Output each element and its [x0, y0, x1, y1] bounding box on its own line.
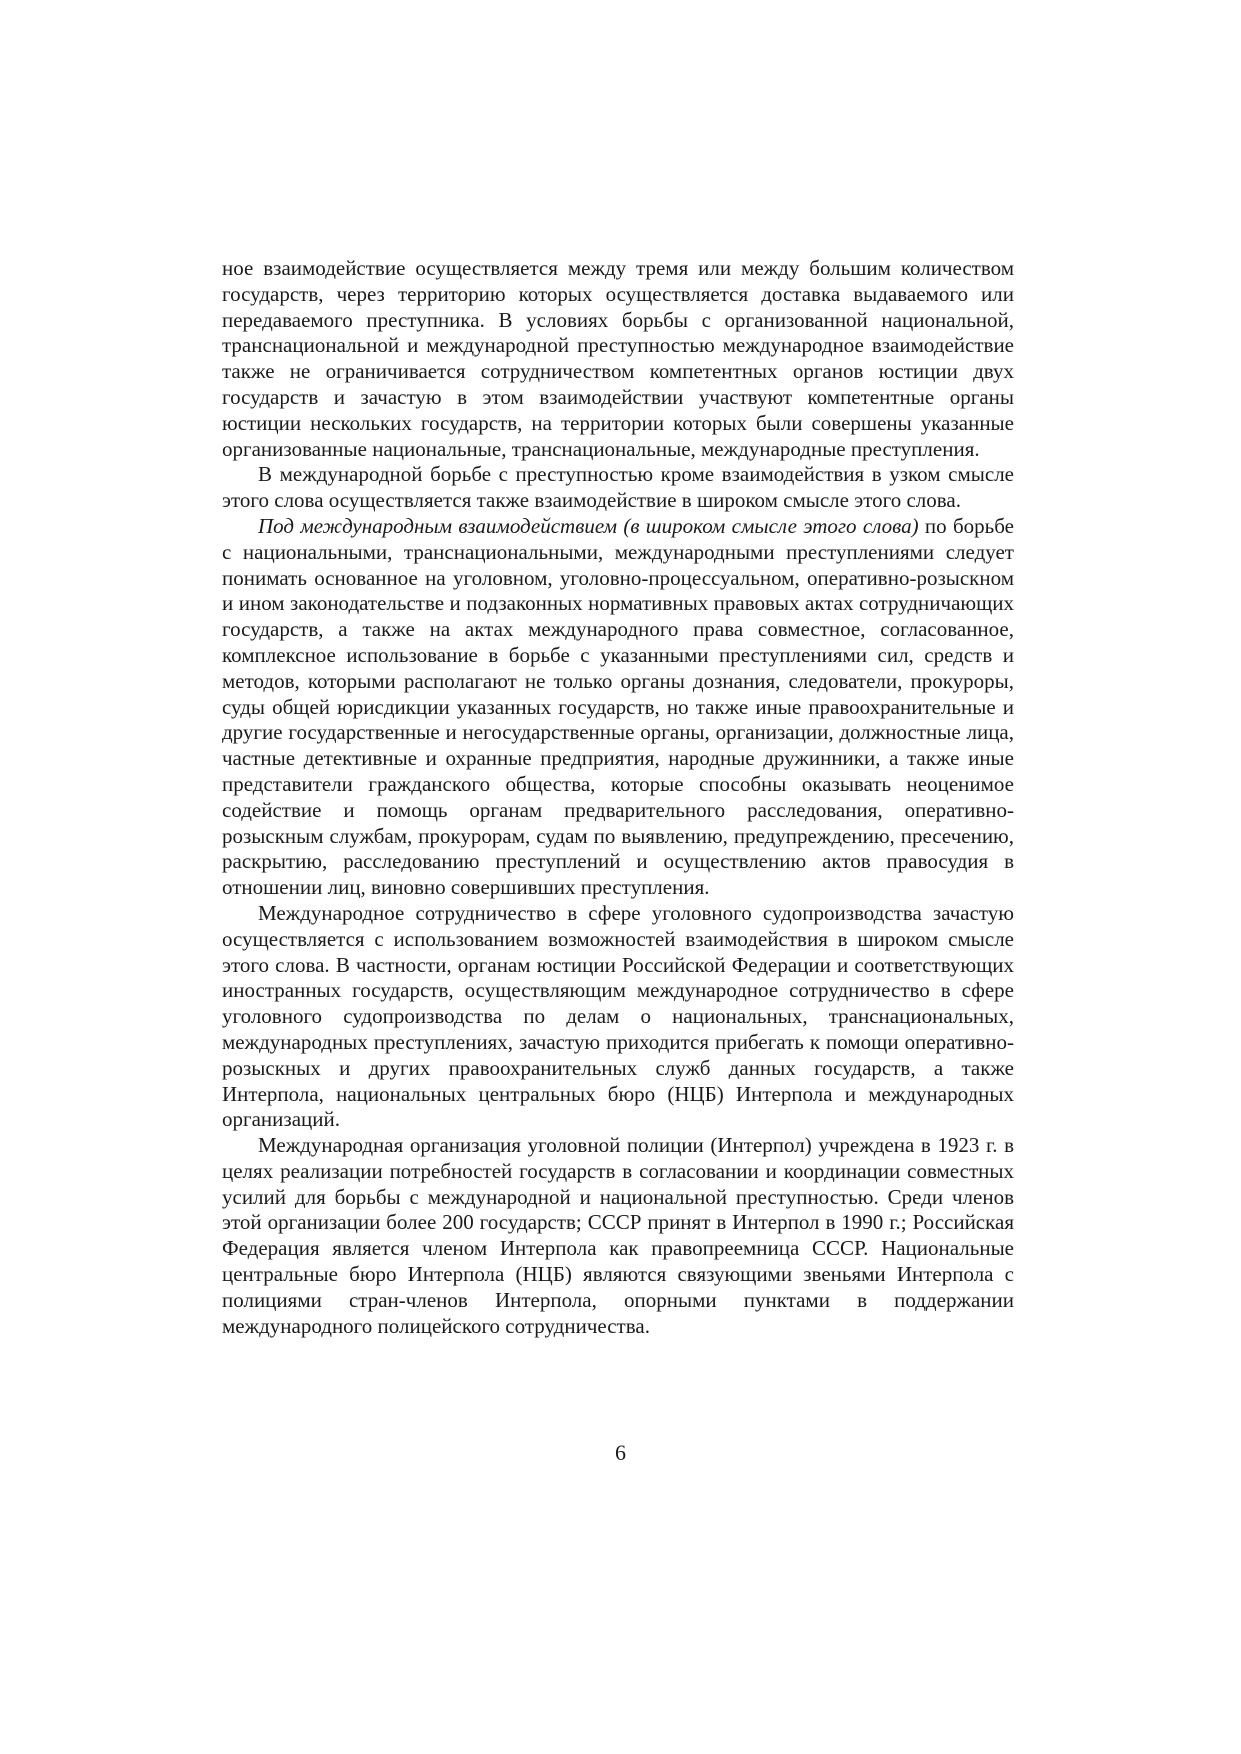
paragraph-text: ное взаимодействие осуществляется между тремя или между большим количеством государств, через территорию которых осуществляется доставка выдаваемого или передаваемого преступника. В условиях борьбы с организованной национальной, транснациональной и международной преступностью международное взаимодействие также не ограничивается сотрудничеством компетентных органов юстиции двух государств и зачастую в этом взаимодействии участвуют компетентные органы юстиции нескольких государств, на территории которых были совершены указанные организованные национальные, транснациональные, международные преступления.: [222, 256, 1014, 461]
paragraph: [222, 462, 1014, 514]
paragraph: [222, 1133, 1014, 1339]
page-number: 6: [615, 1440, 626, 1465]
paragraph-definition: [222, 514, 1014, 901]
paragraph-continuation: [222, 256, 1014, 462]
paragraph-text: по борьбе с национальными, транснациональными, международными преступлениями следует понимать основанное на уголовном, уголовно-процессуальном, оперативно-розыскном и ином законодательстве и подзаконных нормативных правовых актах сотрудничающих государств, а также на актах международного права совместное, согласованное, комплексное использование в борьбе с указанными преступлениями сил, средств и методов, которыми располагают не только органы дознания, следователи, прокуроры, суды общей юрисдикции указанных государств, но также иные правоохранительные и другие государственные и негосударственные органы, организации, должностные лица, частные детективные и охранные предприятия, народные дружинники, а также иные представители гражданского общества, которые способны оказывать неоценимое содействие и помощь органам предварительного расследования, оперативно-розыскным службам, прокурорам, судам по выявлению, предупреждению, пресечению, раскрытию, расследованию преступлений и осуществлению актов правосудия в отношении лиц, виновно совершивших преступления.: [222, 513, 1014, 900]
paragraph: [222, 901, 1014, 1133]
italic-term: Под международным взаимодействием (в широком смысле этого слова): [258, 513, 919, 538]
body-text: [222, 256, 1014, 1339]
paragraph-text: В международной борьбе с преступностью кроме взаимодействия в узком смысле этого слова осуществляется также взаимодействие в широком смысле этого слова.: [222, 462, 1014, 513]
paragraph-text: Международное сотрудничество в сфере уголовного судопроизводства зачастую осуществляется с использованием возможностей взаимодействия в широком смысле этого слова. В частности, органам юстиции Российской Федерации и соответствующих иностранных государств, осуществляющим международное сотрудничество в сфере уголовного судопроизводства по делам о национальных, транснациональных, международных преступлениях, зачастую приходится прибегать к помощи оперативно-розыскных и других правоохранительных служб данных государств, а также Интерпола, национальных центральных бюро (НЦБ) Интерпола и международных организаций.: [222, 900, 1014, 1132]
paragraph-text: Международная организация уголовной полиции (Интерпол) учреждена в 1923 г. в целях реализации потребностей государств в согласовании и координации совместных усилий для борьбы с международной и национальной преступностью. Среди членов этой организации более 200 государств; СССР принят в Интерпол в 1990 г.; Российская Федерация является членом Интерпола как правопреемница СССР. Национальные центральные бюро Интерпола (НЦБ) являются связующими звеньями Интерпола с полициями стран-членов Интерпола, опорными пунктами в поддержании международного полицейского сотрудничества.: [222, 1133, 1014, 1338]
